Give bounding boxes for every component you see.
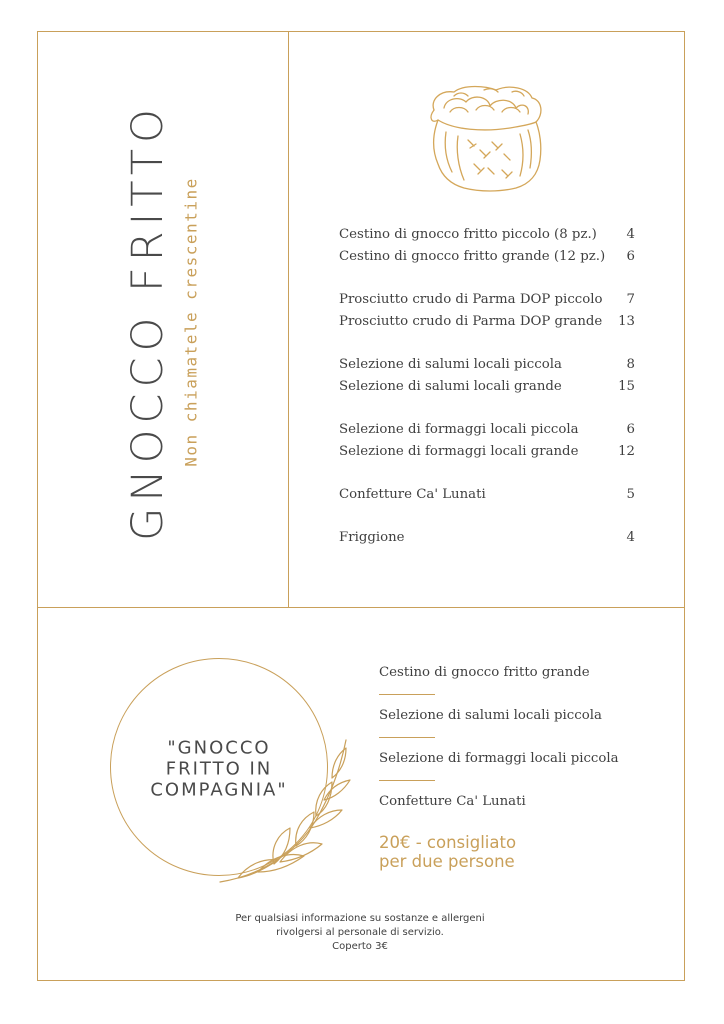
menu-item xyxy=(339,224,635,246)
menu-item-name: Prosciutto crudo di Parma DOP piccolo xyxy=(339,292,603,307)
menu-item-price: 4 xyxy=(626,530,635,545)
combo-price xyxy=(379,833,639,871)
menu-item xyxy=(339,441,635,463)
footer-line: Per qualsiasi informazione su sostanze e allergeni xyxy=(235,913,485,924)
menu-item-price: 6 xyxy=(626,249,635,264)
combo-title-line: "GNOCCO xyxy=(167,737,271,759)
menu-item-price: 8 xyxy=(626,357,635,372)
menu-title: GNOCCO FRITTO xyxy=(123,103,173,541)
menu-group-gap xyxy=(339,463,635,484)
menu-item-price: 6 xyxy=(626,422,635,437)
menu-item xyxy=(339,246,635,268)
menu-item-price: 5 xyxy=(626,487,635,502)
menu-item-name: Selezione di formaggi locali grande xyxy=(339,444,579,459)
combo-title-line: FRITTO IN xyxy=(165,758,273,780)
menu-item-name: Selezione di salumi locali grande xyxy=(339,379,562,394)
menu-subtitle: Non chiamatele crescentine xyxy=(181,177,201,467)
horizontal-divider xyxy=(37,607,685,608)
menu-item-name: Friggione xyxy=(339,530,405,545)
menu-item xyxy=(339,354,635,376)
vertical-divider xyxy=(288,31,289,608)
menu-group-gap xyxy=(339,333,635,354)
combo-price-line: 20€ - consigliato xyxy=(379,833,517,852)
menu-item-price: 7 xyxy=(626,292,635,307)
footer-note xyxy=(200,912,520,954)
combo-item: Selezione di salumi locali piccola xyxy=(379,708,602,723)
combo-item: Selezione di formaggi locali piccola xyxy=(379,751,619,766)
menu-item xyxy=(339,527,635,549)
menu-group-gap xyxy=(339,506,635,527)
olive-branch-icon xyxy=(218,736,353,888)
menu-item-name: Confetture Ca' Lunati xyxy=(339,487,486,502)
menu-item-price: 4 xyxy=(626,227,635,242)
menu-item xyxy=(339,376,635,398)
bread-basket-icon xyxy=(424,80,548,196)
menu-item-name: Prosciutto crudo di Parma DOP grande xyxy=(339,314,603,329)
combo-title-line: COMPAGNIA" xyxy=(150,779,288,801)
combo-separator xyxy=(379,780,435,781)
combo-separator xyxy=(379,694,435,695)
menu-group-gap xyxy=(339,398,635,419)
menu-item-name: Cestino di gnocco fritto piccolo (8 pz.) xyxy=(339,227,597,242)
menu-item xyxy=(339,289,635,311)
menu-group-gap xyxy=(339,268,635,289)
menu-item-name: Cestino di gnocco fritto grande (12 pz.) xyxy=(339,249,606,264)
menu-item xyxy=(339,484,635,506)
menu-item xyxy=(339,311,635,333)
menu-item-price: 12 xyxy=(618,444,635,459)
menu-list xyxy=(339,224,635,549)
combo-separator xyxy=(379,737,435,738)
menu-item-price: 13 xyxy=(618,314,635,329)
combo-item: Cestino di gnocco fritto grande xyxy=(379,665,590,680)
menu-item-name: Selezione di salumi locali piccola xyxy=(339,357,562,372)
combo-item: Confetture Ca' Lunati xyxy=(379,794,526,809)
menu-item-name: Selezione di formaggi locali piccola xyxy=(339,422,579,437)
footer-line: rivolgersi al personale di servizio. xyxy=(276,927,444,938)
menu-item xyxy=(339,419,635,441)
menu-item-price: 15 xyxy=(618,379,635,394)
footer-line: Coperto 3€ xyxy=(332,941,388,952)
combo-price-line: per due persone xyxy=(379,852,515,871)
combo-list xyxy=(379,662,639,871)
